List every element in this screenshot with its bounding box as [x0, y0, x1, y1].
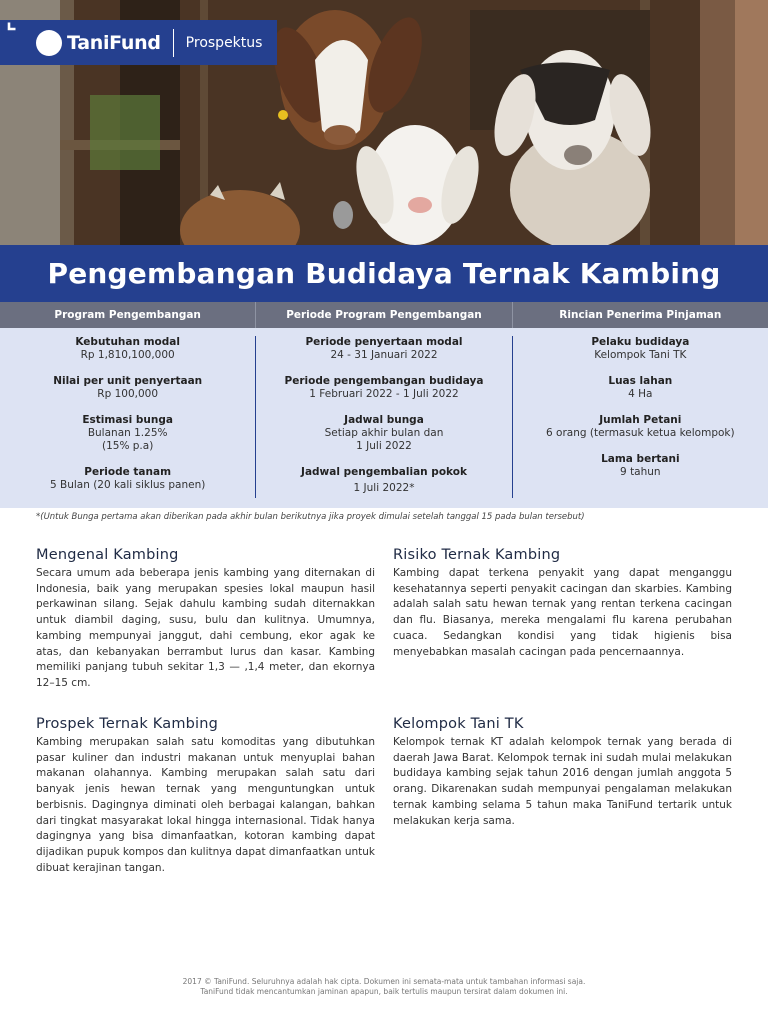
info-item	[513, 414, 768, 440]
info-item	[256, 414, 511, 453]
info-label: Luas lahan	[608, 375, 673, 387]
info-label: Nilai per unit penyertaan	[53, 375, 203, 387]
column-header-program: Program Pengembangan	[54, 309, 201, 321]
section-heading: Risiko Ternak Kambing	[393, 547, 561, 563]
info-item	[513, 453, 768, 479]
copyright-line: TaniFund tidak mencantumkan jaminan apapun, baik tertulis maupun tersirat dalam dokumen ini.	[200, 987, 568, 996]
tanifund-logo	[0, 30, 161, 56]
info-value: 24 - 31 Januari 2022	[330, 349, 438, 361]
info-item	[513, 336, 768, 362]
section-mengenal-kambing	[36, 547, 375, 692]
section-body: Secara umum ada beberapa jenis kambing yang diternakan di Indonesia, baik yang merupakan spesies lokal maupun hasil perkawinan silang. Sejak dahulu kambing sudah diternakkan untuk diambil daging, susu, bulu dan kulitnya. Umumnya, kambing mempunyai janggut, dahi cembung, ekor agak ke atas, dan kebanyakan berrambut lurus dan kasar. Kambing memiliki panjang tubuh sekitar 1,3 — ,1,4 meter, dan ekornya 12–15 cm.	[36, 567, 375, 689]
brand-name: TaniFund	[67, 31, 161, 54]
section-prospek-ternak	[36, 716, 375, 876]
info-item	[0, 414, 255, 453]
section-body: Kambing merupakan salah satu komoditas yang dibutuhkan pasar kuliner dan industri makanan untuk menyuplai bahan makanan olahannya. Kambing merupakan salah satu dari banyak jenis hewan ternak yang menguntungkan untuk berbisnis. Dagingnya diminati oleh berbagai kalangan, bahkan dari tingkat masyarakat lokal hingga internasional. Tidak hanya dagingnya yang bisa dimanfaatkan, kotoran kambing dapat dijadikan pupuk kompos dan kulitnya dapat dimanfaatkan untuk dibuat kerajinan tangan.	[36, 736, 375, 874]
info-value: 6 orang (termasuk ketua kelompok)	[546, 427, 735, 439]
info-label: Estimasi bunga	[82, 414, 173, 426]
section-body: Kambing dapat terkena penyakit yang dapat menganggu kesehatannya seperti penyakit cacingan dan skarbies. Kambing adalah salah satu hewan ternak yang rentan terkena cacingan dan flu. Biasanya, mereka mengalami flu karena perubahan cuaca. Sedangkan kondisi yang tidak higienis bisa menyebabkan masalah cacingan pada pencernaannya.	[393, 567, 732, 658]
title-band	[0, 245, 768, 302]
section-heading: Kelompok Tani TK	[393, 716, 524, 732]
info-value: Bulanan 1.25%	[87, 427, 168, 439]
info-label: Kebutuhan modal	[75, 336, 180, 348]
info-value-secondary: 1 Juli 2022	[356, 440, 412, 452]
info-item	[256, 375, 511, 401]
brand-header	[0, 20, 277, 65]
section-body: Kelompok ternak KT adalah kelompok ternak yang berada di daerah Jawa Barat. Kelompok ternak ini sudah mulai melakukan budidaya kambing sejak tahun 2016 dengan jumlah anggota 5 orang. Dikarenakan sudah mempunyai pengalaman melakukan ternak kambing selama 5 tahun maka TaniFund tertarik untuk melakukan kerja sama.	[393, 736, 732, 827]
info-table	[0, 328, 768, 508]
info-value-secondary: (15% p.a)	[102, 440, 154, 452]
info-value: Rp 1,810,100,000	[80, 349, 175, 361]
info-item	[0, 336, 255, 362]
rincian-column	[512, 336, 768, 498]
info-value: Setiap akhir bulan dan	[324, 427, 444, 439]
brand-divider	[173, 29, 174, 57]
info-item	[0, 466, 255, 492]
info-value: Rp 100,000	[97, 388, 159, 400]
info-label: Periode tanam	[84, 466, 172, 478]
info-item	[0, 375, 255, 401]
section-heading: Mengenal Kambing	[36, 547, 179, 563]
info-label: Periode penyertaan modal	[305, 336, 463, 348]
info-item	[513, 375, 768, 401]
info-value: 5 Bulan (20 kali siklus panen)	[49, 479, 206, 491]
copyright-notice	[0, 977, 768, 997]
info-value: 9 tahun	[620, 466, 661, 478]
info-label: Pelaku budidaya	[591, 336, 690, 348]
info-label: Jadwal pengembalian pokok	[301, 466, 467, 478]
section-risiko-ternak	[393, 547, 732, 660]
tanifund-logo-icon	[36, 30, 62, 56]
info-label: Periode pengembangan budidaya	[284, 375, 484, 387]
program-column	[0, 328, 255, 508]
column-header-rincian: Rincian Penerima Pinjaman	[512, 302, 768, 328]
copyright-line: 2017 © TaniFund. Seluruhnya adalah hak cipta. Dokumen ini semata-mata untuk tambahan informasi saja.	[182, 977, 586, 986]
hero-photo	[0, 0, 768, 245]
section-heading: Prospek Ternak Kambing	[36, 716, 219, 732]
info-column-headers	[0, 302, 768, 328]
footnote: *(Untuk Bunga pertama akan diberikan pada akhir bulan berikutnya jika proyek dimulai setelah tanggal 15 pada bulan tersebut)	[36, 512, 585, 522]
info-label: Jadwal bunga	[344, 414, 424, 426]
info-label: Lama bertani	[601, 453, 680, 465]
info-item	[256, 466, 511, 495]
info-item	[256, 336, 511, 362]
info-value: Kelompok Tani TK	[594, 349, 687, 361]
section-kelompok-tani	[393, 716, 732, 829]
brand-tag: Prospektus	[185, 34, 263, 51]
page-title: Pengembangan Budidaya Ternak Kambing	[47, 257, 721, 290]
info-value: 4 Ha	[628, 388, 653, 400]
info-value: 1 Juli 2022*	[353, 482, 415, 494]
column-header-periode: Periode Program Pengembangan	[255, 302, 511, 328]
info-value: 1 Februari 2022 - 1 Juli 2022	[309, 388, 459, 400]
info-label: Jumlah Petani	[599, 414, 682, 426]
periode-column	[255, 336, 511, 498]
